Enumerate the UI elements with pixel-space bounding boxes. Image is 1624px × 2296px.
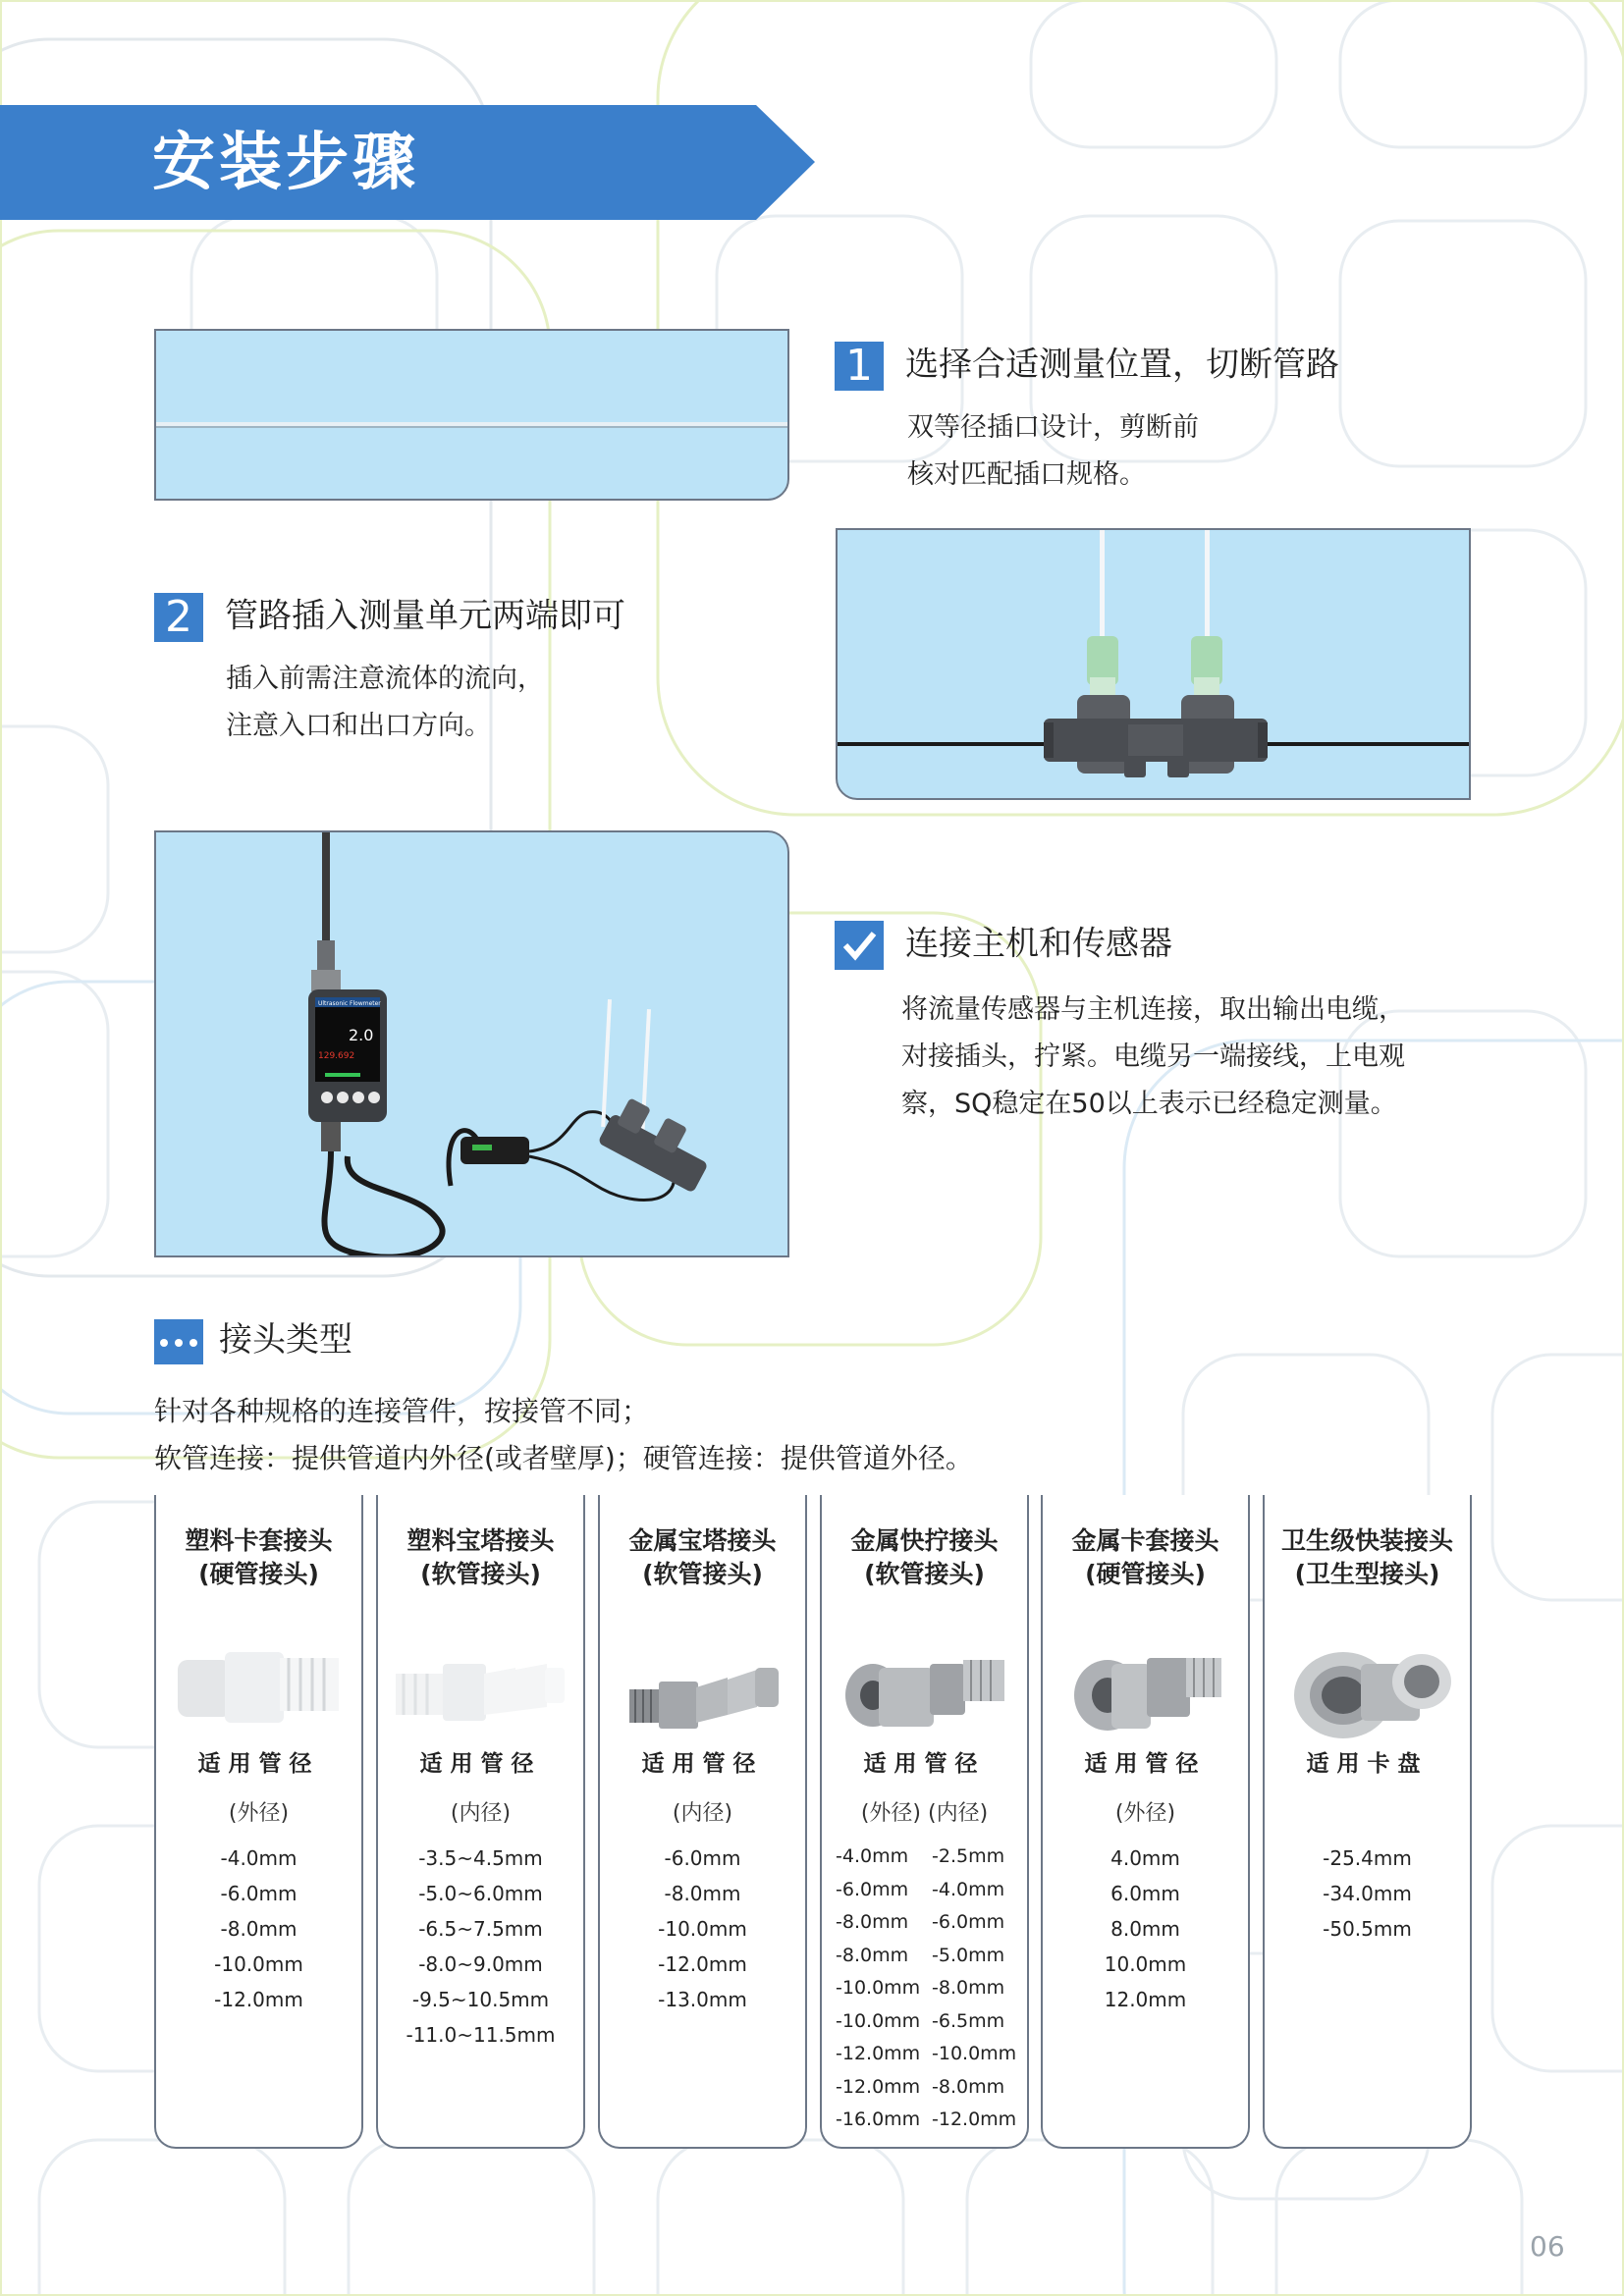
step3-desc-line: 察，SQ稳定在50以上表示已经稳定测量。 <box>901 1089 1397 1119</box>
plastic-barb-fitting-image <box>378 1613 582 1740</box>
size-item: 4.0mm <box>1110 1846 1180 1870</box>
size-item: -50.5mm <box>1323 1917 1412 1941</box>
inner-size-list <box>932 1841 1016 2137</box>
plastic-ferrule-fitting-image <box>156 1613 360 1740</box>
size-item: -8.0mm <box>932 2075 1005 2098</box>
spec-label: 适用卡盘 <box>1306 1751 1429 1777</box>
fitting-card-title <box>156 1524 361 1591</box>
size-item: -10.0mm <box>658 1917 747 1941</box>
metal-quick-twist-fitting-image <box>822 1613 1026 1740</box>
size-item: -8.0mm <box>836 1911 909 1933</box>
size-item: -12.0mm <box>658 1952 747 1976</box>
spec-sub: (内径) <box>450 1801 512 1826</box>
fitting-card-metal-ferrule <box>1041 1495 1250 2149</box>
size-item: -10.0mm <box>836 2009 921 2032</box>
step1-desc-line: 双等径插口设计，剪断前 <box>907 412 1199 443</box>
fitting-name: 塑料卡套接头 <box>185 1526 333 1555</box>
fitting-card-title <box>378 1524 583 1591</box>
step2-image-panel <box>836 528 1471 800</box>
size-item: -9.5~10.5mm <box>411 1988 550 2011</box>
size-item: -6.5mm <box>932 2009 1005 2032</box>
step2-title: 管路插入测量单元两端即可 <box>225 596 625 636</box>
step3-desc-line: 对接插头，拧紧。电缆另一端接线，上电观 <box>901 1041 1405 1072</box>
step1-desc-line: 核对匹配插口规格。 <box>907 459 1146 490</box>
fitting-subtitle: (软管接头) <box>420 1560 541 1588</box>
step3-description <box>901 987 1405 1128</box>
size-item: 8.0mm <box>1110 1917 1180 1941</box>
step1-number: 1 <box>835 342 884 391</box>
fitting-card-plastic-barb <box>376 1495 585 2149</box>
size-item: -10.0mm <box>932 2043 1017 2064</box>
size-item: -6.5~7.5mm <box>418 1917 543 1941</box>
step2-number: 2 <box>154 593 203 642</box>
fittings-title: 接头类型 <box>219 1320 352 1360</box>
page-number: 06 <box>1530 2230 1565 2263</box>
size-list <box>1265 1841 1470 1947</box>
step2-description <box>226 656 544 750</box>
host-and-sensor-illustration <box>156 832 789 1257</box>
step2-desc-line: 插入前需注意流体的流向， <box>226 664 544 694</box>
screen-title: Ultrasonic Flowmeter <box>318 1000 381 1007</box>
fitting-card-metal-barb <box>598 1495 807 2149</box>
fitting-subtitle: (软管接头) <box>864 1560 985 1588</box>
size-item: -5.0~6.0mm <box>418 1882 543 1905</box>
spec-label: 适用管径 <box>863 1751 986 1777</box>
fitting-name: 金属快拧接头 <box>850 1526 999 1555</box>
step3-heading <box>835 921 1172 970</box>
fittings-intro-line: 软管连接：提供管道内外径(或者壁厚)；硬管连接：提供管道外径。 <box>154 1442 973 1474</box>
fittings-heading <box>154 1318 352 1364</box>
size-item: -16.0mm <box>836 2109 921 2130</box>
size-item: -10.0mm <box>836 1977 921 1999</box>
size-item: -8.0mm <box>836 1944 909 1966</box>
fitting-name: 卫生级快装接头 <box>1280 1526 1453 1555</box>
fitting-subtitle: (硬管接头) <box>198 1560 319 1588</box>
fitting-subtitle: (硬管接头) <box>1085 1560 1206 1588</box>
size-list <box>156 1841 361 2017</box>
step1-title: 选择合适测量位置，切断管路 <box>905 345 1339 385</box>
fitting-subtitle: (软管接头) <box>642 1560 763 1588</box>
spec-label: 适用管径 <box>197 1751 320 1777</box>
size-item: -10.0mm <box>214 1952 303 1976</box>
size-item: -8.0~9.0mm <box>418 1952 543 1976</box>
size-item: -12.0mm <box>836 2043 921 2064</box>
size-item: -34.0mm <box>1323 1882 1412 1905</box>
size-item: -12.0mm <box>932 2109 1017 2130</box>
size-item: -2.5mm <box>932 1845 1005 1867</box>
size-item: -5.0mm <box>932 1944 1005 1966</box>
size-item: 6.0mm <box>1110 1882 1180 1905</box>
step3-image-panel <box>154 830 789 1257</box>
metal-barb-fitting-image <box>600 1613 804 1740</box>
fittings-intro-line: 针对各种规格的连接管件，按接管不同； <box>154 1395 650 1427</box>
size-item: -6.0mm <box>220 1882 298 1905</box>
size-item: -11.0~11.5mm <box>406 2023 556 2047</box>
step1-heading <box>835 342 1339 391</box>
fitting-name: 金属卡套接头 <box>1071 1526 1219 1555</box>
pipe-illustration <box>156 331 789 501</box>
size-item: -25.4mm <box>1323 1846 1412 1870</box>
screen-total: 129.692 <box>318 1051 355 1061</box>
fitting-card-title <box>1265 1524 1470 1591</box>
step3-title: 连接主机和传感器 <box>905 924 1172 964</box>
step3-desc-line: 将流量传感器与主机连接，取出输出电缆， <box>901 994 1405 1025</box>
page-title: 安装步骤 <box>152 127 419 199</box>
sanitary-clamp-fitting-image <box>1265 1613 1469 1740</box>
spec-label: 适用管径 <box>419 1751 542 1777</box>
spec-sub: (外径) <box>1114 1801 1176 1826</box>
step1-description <box>907 404 1199 499</box>
size-item: -12.0mm <box>836 2075 921 2098</box>
size-item: -6.0mm <box>664 1846 741 1870</box>
dots-icon <box>154 1319 203 1364</box>
sensor-unit-illustration <box>838 530 1471 800</box>
fitting-card-title <box>1043 1524 1248 1591</box>
fitting-name: 金属宝塔接头 <box>628 1526 777 1555</box>
size-item: -8.0mm <box>664 1882 741 1905</box>
size-item: -4.0mm <box>836 1845 909 1867</box>
fitting-card-metal-quick-twist <box>820 1495 1029 2149</box>
size-item: -4.0mm <box>932 1878 1005 1900</box>
spec-label: 适用管径 <box>641 1751 764 1777</box>
spec-sub: (内径) <box>672 1801 733 1826</box>
size-item: -3.5~4.5mm <box>418 1846 543 1870</box>
spec-sub: (外径) <box>228 1801 290 1826</box>
step2-desc-line: 注意入口和出口方向。 <box>226 711 491 741</box>
spec-sub: (外径) (内径) <box>860 1801 989 1826</box>
checkmark-icon-glyph <box>835 921 884 970</box>
size-list <box>378 1841 583 2053</box>
fitting-card-title <box>600 1524 805 1591</box>
spec-label: 适用管径 <box>1084 1751 1207 1777</box>
header-banner <box>0 105 815 220</box>
screen-reading: 2.0 <box>349 1026 374 1044</box>
size-list <box>600 1841 805 2017</box>
outer-size-list <box>836 1841 920 2137</box>
size-item: -8.0mm <box>932 1977 1005 1999</box>
size-item: 10.0mm <box>1104 1952 1187 1976</box>
size-item: -6.0mm <box>836 1878 909 1900</box>
fitting-card-plastic-ferrule <box>154 1495 363 2149</box>
size-item: -8.0mm <box>220 1917 298 1941</box>
size-item: 12.0mm <box>1104 1988 1187 2011</box>
size-item: -12.0mm <box>214 1988 303 2011</box>
size-list <box>1043 1841 1248 2017</box>
size-item: -6.0mm <box>932 1911 1005 1933</box>
metal-ferrule-fitting-image <box>1043 1613 1247 1740</box>
fittings-intro <box>154 1388 973 1482</box>
checkmark-icon <box>835 921 884 970</box>
step2-heading <box>154 593 625 642</box>
fitting-subtitle: (卫生型接头) <box>1294 1560 1440 1588</box>
fitting-card-title <box>822 1524 1027 1591</box>
step1-image-panel <box>154 329 789 501</box>
size-item: -13.0mm <box>658 1988 747 2011</box>
fitting-card-sanitary-clamp <box>1263 1495 1472 2149</box>
fitting-name: 塑料宝塔接头 <box>406 1526 555 1555</box>
size-item: -4.0mm <box>220 1846 298 1870</box>
